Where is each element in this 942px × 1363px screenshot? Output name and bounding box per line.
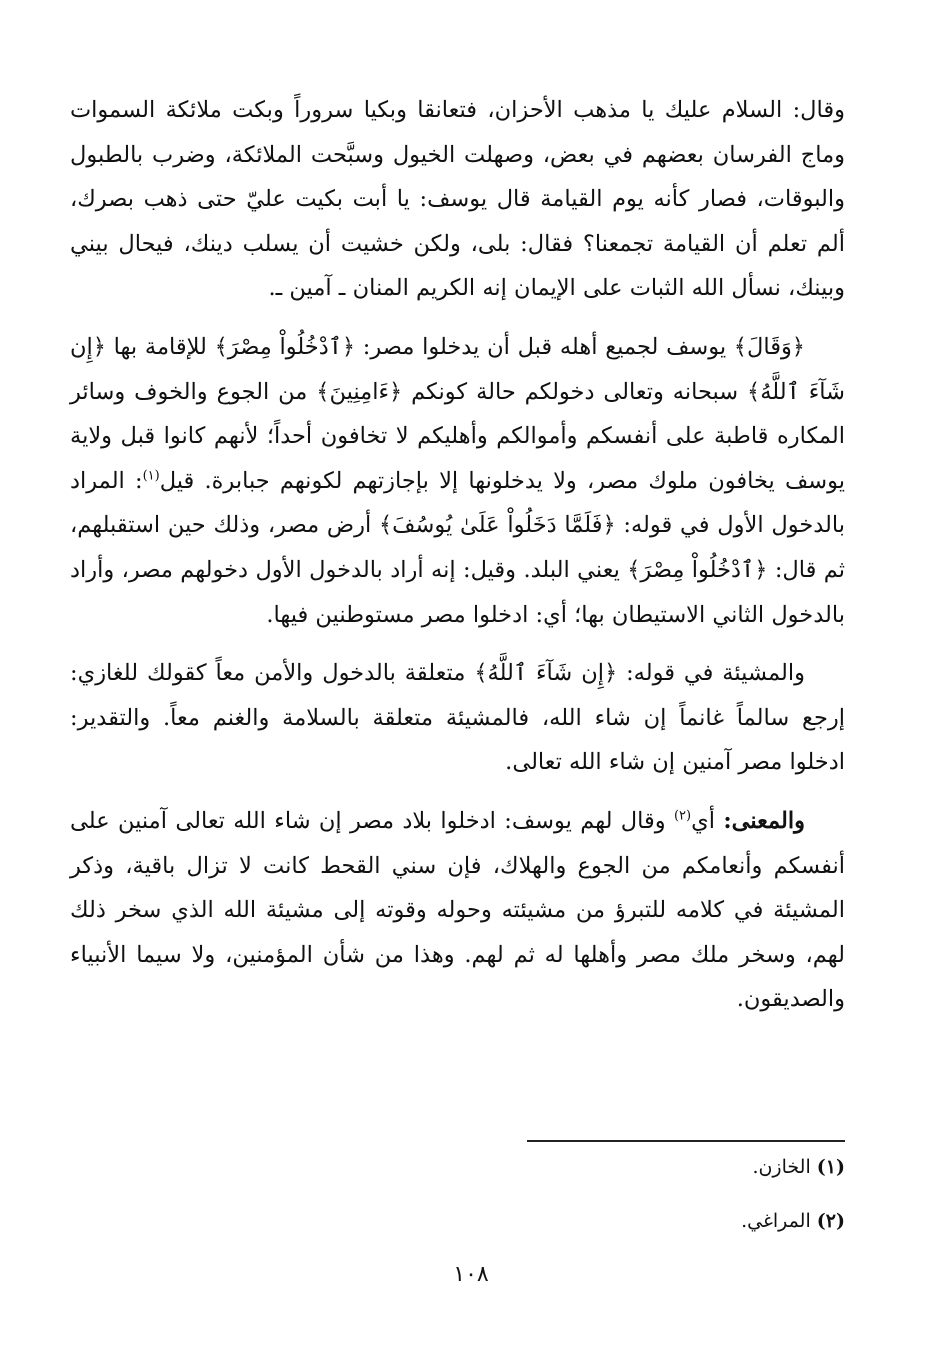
paragraph-4 [70, 799, 845, 1022]
p2-line-6: يُوسُفَ﴾ أرض مصر، وذلك حين استقبلهم، ثم قال: ﴿ٱدْخُلُواْ مِصْرَ﴾ يعني البلد. [70, 512, 845, 583]
p4-lead-bold: والمعنى: [723, 807, 806, 834]
p3-line-2: للغازي: إرجع سالماً غانماً إن شاء الله، فالمشيئة متعلقة بالسلامة والغنم معاً. [70, 660, 846, 731]
page-body [70, 88, 845, 1022]
p4-line-2: آمنين على أنفسكم وأنعامكم من الجوع والهلاك، فإن سني القحط كانت لا تزال [70, 807, 846, 879]
p2-line-3: والخوف وسائر المكاره قاطبة على أنفسكم وأموالكم وأهليكم لا تخافون أحداً؛ [70, 378, 845, 450]
p4-line-5: ولا سيما الأنبياء والصديقون. [70, 941, 845, 1013]
p4-lead-after: أي [691, 807, 724, 834]
p2-line-7: وقيل: إنه أراد بالدخول الأول دخولهم مصر، وأراد بالدخول الثاني الاستيطان [70, 556, 845, 628]
footnote-ref-2[interactable]: (٢) [673, 808, 692, 824]
p1-line-3: وضرب بالطبول والبوقات، فصار كأنه يوم القيامة قال يوسف: يا أبت بكيت عليّ [70, 141, 845, 213]
p3-line-3: والتقدير: ادخلوا مصر آمنين إن شاء الله تعالى. [70, 704, 845, 776]
paragraph-2 [70, 325, 845, 637]
p1-line-4: حتى ذهب بصرك، ألم تعلم أن القيامة تجمعنا؟ فقال: بلى، ولكن خشيت أن [70, 186, 845, 257]
footnotes [741, 1152, 845, 1260]
p4-line-1: وقال لهم يوسف: ادخلوا بلاد مصر إن شاء الله تعالى [175, 807, 674, 834]
p1-line-5: يسلب دينك، فيحال بيني وبينك، نسأل الله الثبات على الإيمان إنه الكريم المنان [70, 230, 845, 302]
p2-line-8: بها؛ أي: ادخلوا مصر مستوطنين فيها. [266, 601, 605, 628]
p4-line-3: باقية، وذكر المشيئة في كلامه للتبرؤ من مشيئته وحوله وقوته إلى مشيئة الله الذي [70, 852, 846, 924]
footnote-2 [741, 1206, 845, 1236]
p1-line-6: ـ آمين ـ. [268, 275, 346, 302]
paragraph-3 [70, 651, 845, 785]
p3-line-1: والمشيئة في قوله: ﴿إِن شَآءَ ٱللَّهُ﴾ متعلقة بالدخول والأمن معاً كقولك [147, 660, 806, 687]
p1-line-1: وقال: السلام عليك يا مذهب الأحزان، فتعانقا وبكيا سروراً وبكت ملائكة [165, 97, 845, 123]
page-number: ١٠٨ [453, 1262, 489, 1287]
footnote-1-text: الخازن. [752, 1156, 811, 1178]
footnote-1 [741, 1152, 845, 1182]
footnote-ref-1[interactable]: (١) [142, 468, 160, 484]
p2-line-5b: : المراد بالدخول الأول في قوله: ﴿فَلَمَّا دَخَلُواْ عَلَىٰ [70, 467, 846, 539]
p2-line-5a: لكونهم جبابرة. قيل [159, 467, 343, 494]
paragraph-1 [70, 88, 845, 311]
footnote-2-text: المراغي. [741, 1210, 811, 1232]
footnote-divider [527, 1140, 845, 1142]
p2-line-2: بها ﴿إِن شَآءَ ٱللَّهُ﴾ سبحانه وتعالى دخولكم حالة كونكم ﴿ءَامِنِينَ﴾ من الجوع [70, 333, 845, 405]
p4-line-4: سخر ذلك لهم، وسخر ملك مصر وأهلها له ثم لهم. وهذا من شأن المؤمنين، [70, 897, 845, 968]
footnote-1-number: (١) [816, 1156, 845, 1178]
p2-line-4: لأنهم كانوا قبل ولاية يوسف يخافون ملوك مصر، ولا يدخلونها إلا بإجازتهم [70, 423, 845, 494]
p1-line-2: السموات وماج الفرسان بعضهم في بعض، وصهلت الخيول وسبَّحت الملائكة، [70, 97, 845, 168]
footnote-2-number: (٢) [816, 1210, 845, 1232]
p2-line-1: ﴿وَقَالَ﴾ يوسف لجميع أهله قبل أن يدخلوا مصر: ﴿ٱدْخُلُواْ مِصْرَ﴾ للإقامة [144, 333, 805, 360]
